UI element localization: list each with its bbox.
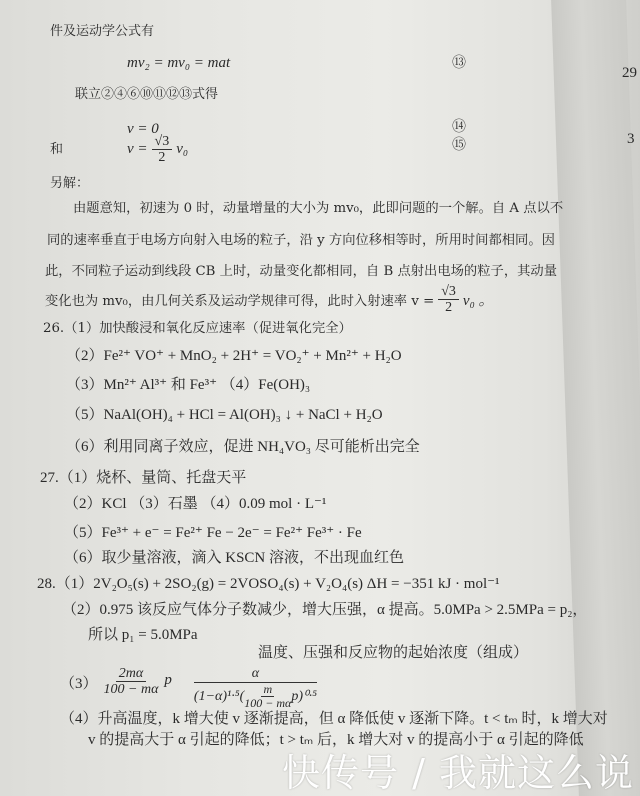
answer-28-2b: 所以 p₁ = 5.0MPa <box>88 627 198 643</box>
paragraph-line: 同的速率垂直于电场方向射入电场的粒子，沿 y 方向位移相等时，所用时间都相同。因 <box>47 233 555 248</box>
answer-28-3-label: （3） <box>60 676 98 692</box>
side-number: 3 <box>627 131 635 147</box>
answer-28-1: 28.（1）2V₂O₅(s) + 2SO₂(g) = 2VOSO₄(s) + V₂O₄(s) ΔH = −351 kJ · mol⁻¹ <box>37 576 500 592</box>
numerator: √3 <box>438 284 459 300</box>
numerator: m <box>263 682 273 696</box>
answer-26-1: 26.（1）加快酸浸和氧化反应速率（促进氧化完全） <box>43 321 352 336</box>
text-line: 联立②④⑥⑩⑪⑫⑬式得 <box>75 87 219 102</box>
denominator-part: p)⁰·⁵ <box>291 688 317 704</box>
equation-number: ⑬ <box>452 55 466 71</box>
answer-28-3 <box>60 666 317 710</box>
answer-28-2c: 温度、压强和反应物的起始浓度（组成） <box>258 645 529 661</box>
denominator <box>194 683 317 710</box>
answer-27-2: （2）KCl （3）石墨 （4）0.09 mol · L⁻¹ <box>64 496 327 512</box>
numerator: √3 <box>152 134 173 150</box>
text-line: 件及运动学公式有 <box>50 24 155 39</box>
equation-15-rhs: v₀ <box>176 141 189 157</box>
answer-27-6: （6）取少量溶液，滴入 KSCN 溶液，不出现血红色 <box>64 550 405 566</box>
equation-14: v = 0 <box>127 121 159 137</box>
equation-15-lhs: v = <box>127 141 148 157</box>
denominator: 2 <box>445 300 453 315</box>
answer-26-3: （3）Mn²⁺ Al³⁺ 和 Fe³⁺ （4）Fe(OH)₃ <box>66 377 311 393</box>
answer-28-4b: v 的提高大于 α 引起的降低；t > tₘ 后，k 增大对 v 的提高小于 α 引起的降低 <box>88 732 584 748</box>
fraction <box>194 666 317 710</box>
paragraph-line-with-fraction <box>45 284 494 315</box>
denominator: 100 − mα <box>244 696 292 710</box>
equation-13: mv₂ = mv₀ = mat <box>127 55 231 71</box>
fraction <box>438 284 459 315</box>
fraction <box>104 666 159 697</box>
paragraph-line: 由题意知，初速为 0 时，动量增量的大小为 mv₀，此即问题的一个解。自 A 点以不 <box>73 201 564 216</box>
equation-15 <box>127 134 188 165</box>
section-title: 另解： <box>50 176 90 191</box>
text-line: 和 <box>50 142 64 157</box>
watermark: 快传号 / 我就这么说 <box>282 751 634 795</box>
answer-28-4: （4）升高温度，k 增大使 v 逐渐提高，但 α 降低使 v 逐渐下降。t < tₘ 时，k 增大对 <box>60 711 608 727</box>
answer-26-5: （5）NaAl(OH)₄ + HCl = Al(OH)₃ ↓ + NaCl + H₂O <box>66 407 383 423</box>
paragraph-line-end: v₀ 。 <box>462 293 494 309</box>
answer-27-5: （5）Fe³⁺ + e⁻ = Fe²⁺ Fe − 2e⁻ = Fe²⁺ Fe³⁺ · Fe <box>64 525 362 541</box>
side-number: 29 <box>622 65 637 81</box>
answer-28-2: （2）0.975 该反应气体分子数减少，增大压强，α 提高。5.0MPa > 2.5MPa = p₂， <box>62 602 588 618</box>
denominator: 100 − mα <box>103 682 159 697</box>
fraction <box>152 134 173 165</box>
answer-27-1: 27.（1）烧杯、量筒、托盘天平 <box>40 470 247 486</box>
denominator-part: (1−α)¹·⁵( <box>193 688 245 704</box>
equation-number: ⑭ <box>452 119 466 135</box>
answer-26-2: （2）Fe²⁺ VO⁺ + MnO₂ + 2H⁺ = VO₂⁺ + Mn²⁺ + H₂O <box>66 348 402 364</box>
denominator: 2 <box>158 150 166 165</box>
numerator: 2mα <box>116 666 146 682</box>
paragraph-line: 此，不同粒子运动到线段 CB 上时，动量变化都相同，自 B 点射出电场的粒子，其动量 <box>45 264 558 279</box>
inner-fraction <box>244 683 291 710</box>
equation-number: ⑮ <box>452 137 466 153</box>
answer-26-6: （6）利用同离子效应，促进 NH₄VO₃ 尽可能析出完全 <box>66 439 420 455</box>
paragraph-line: 变化也为 mv₀，由几何关系及运动学规律可得，此时入射速率 v = <box>45 294 435 309</box>
next-page-edge <box>551 0 640 796</box>
numerator: α <box>194 666 317 683</box>
variable-p: p <box>164 672 172 688</box>
